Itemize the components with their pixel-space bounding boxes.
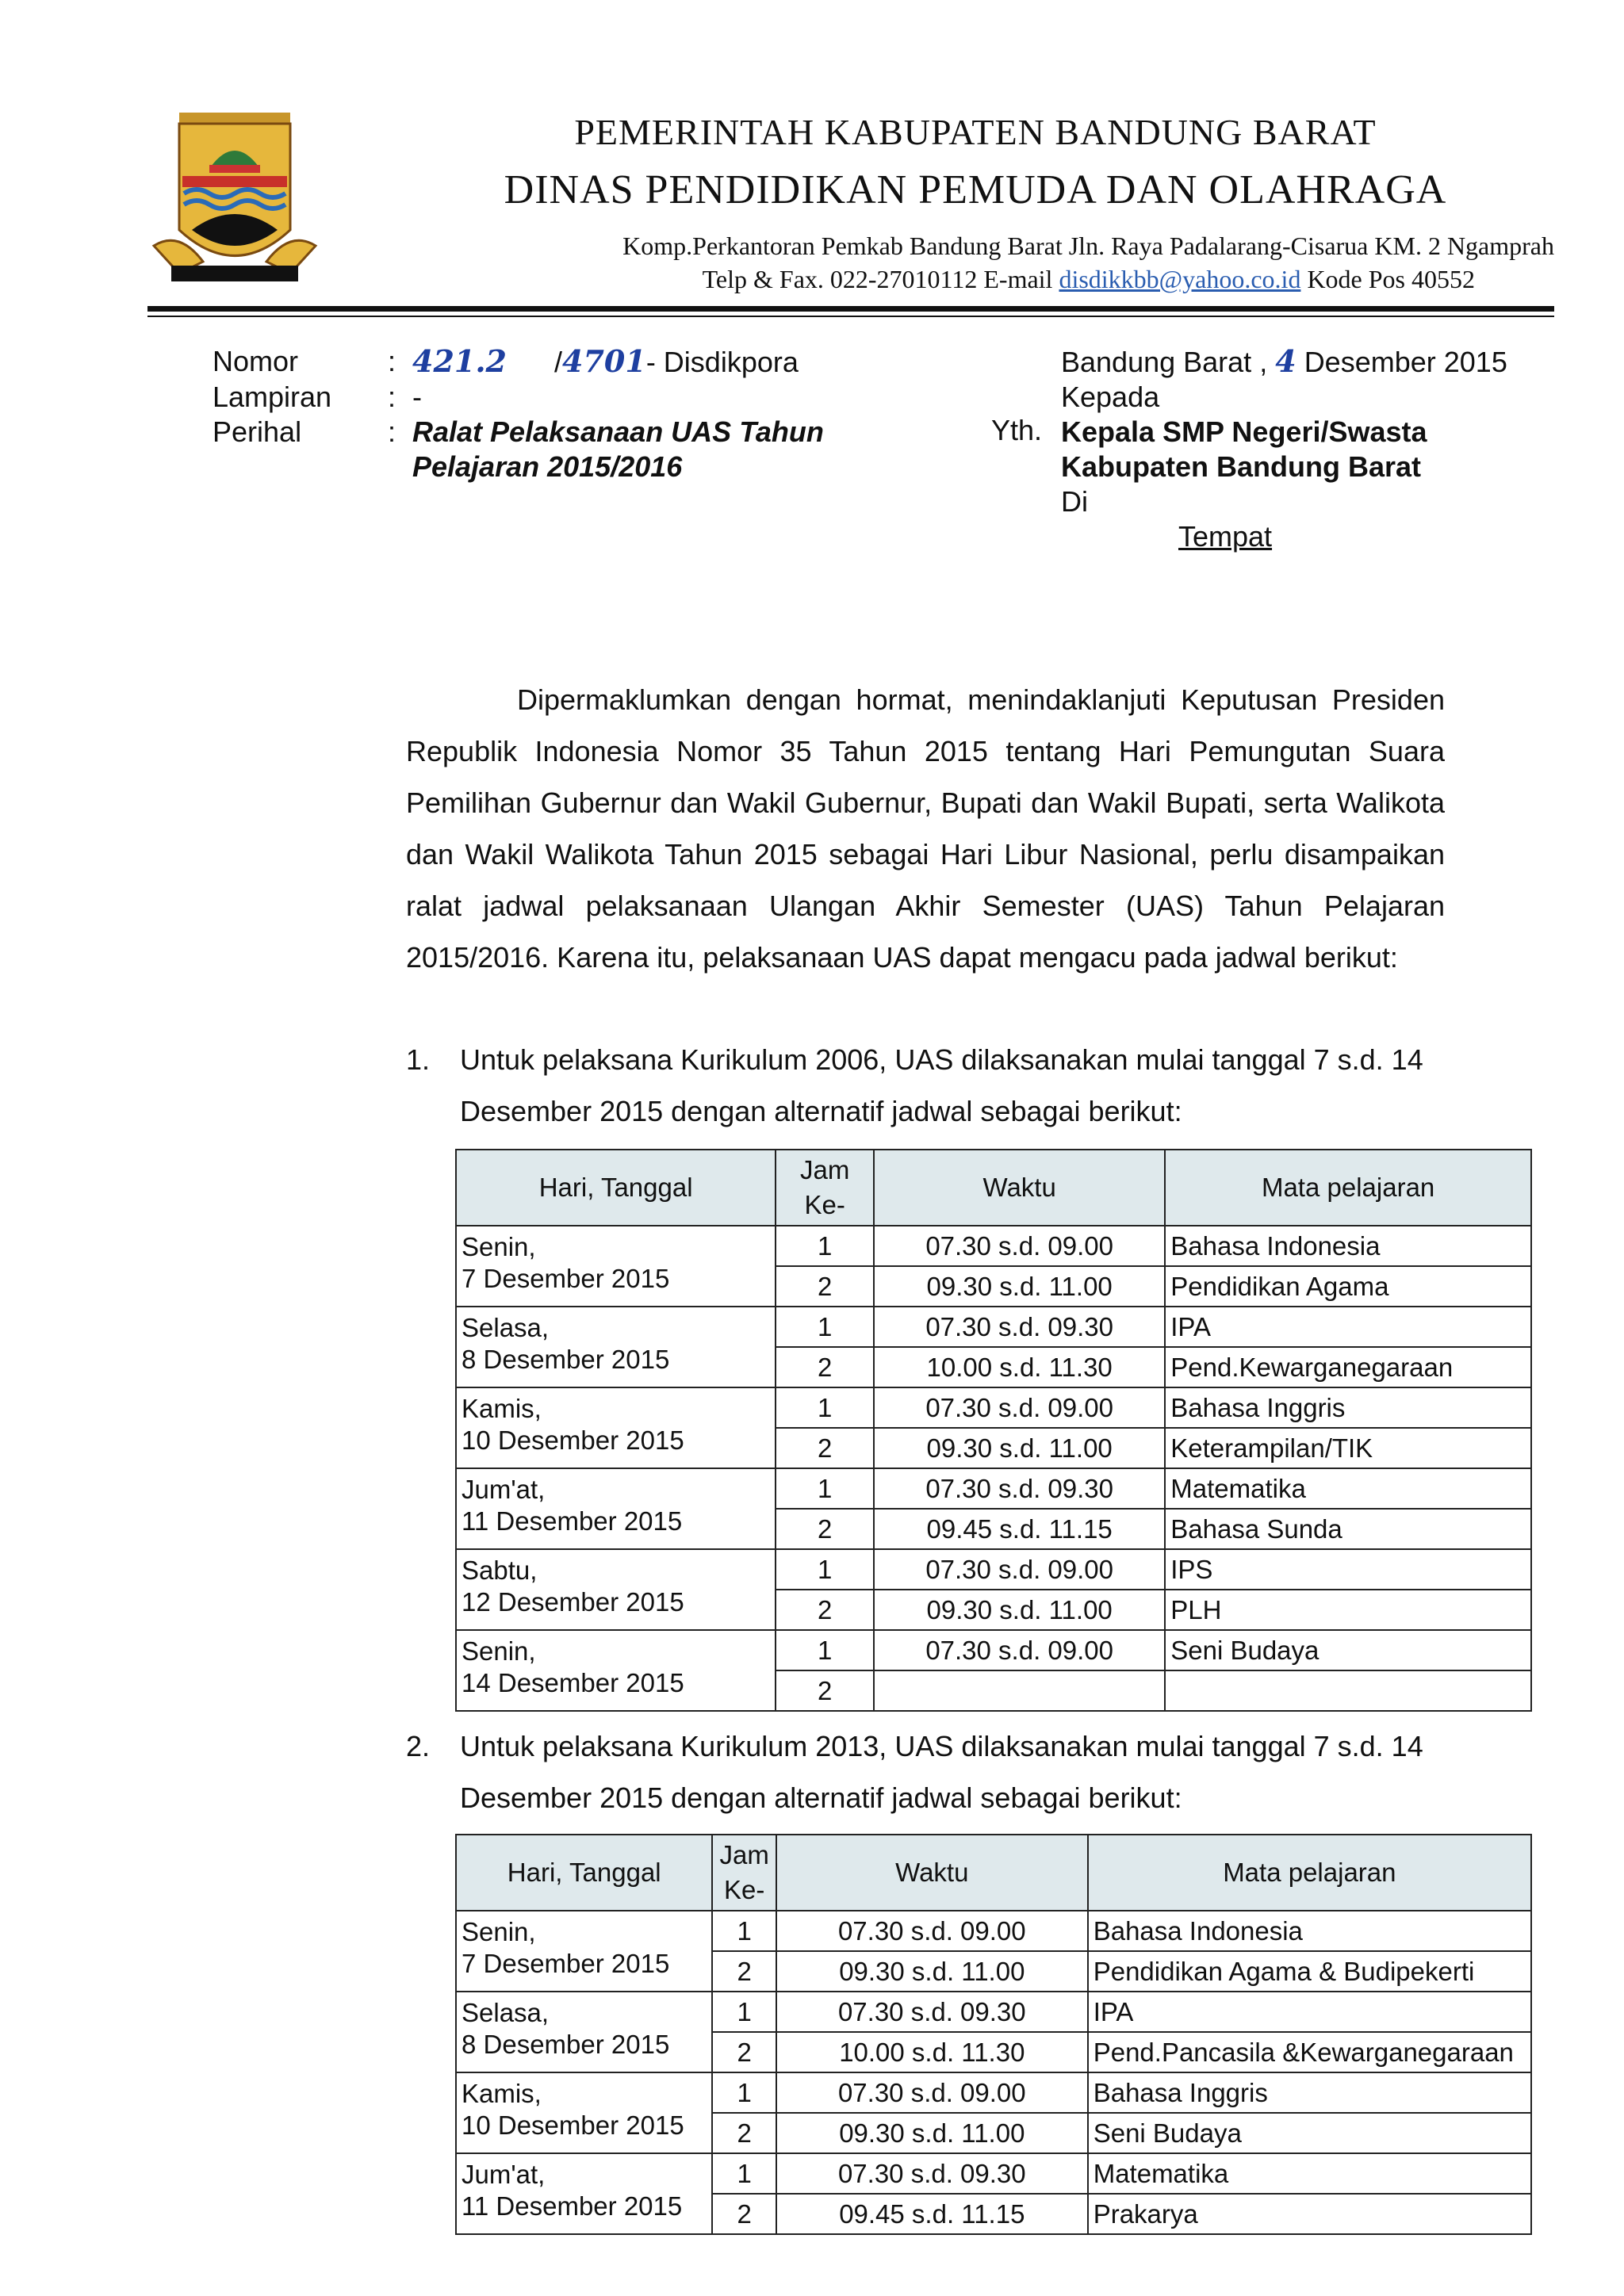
- cell-jam: 1: [776, 1549, 874, 1590]
- table-row: [456, 1992, 1531, 2032]
- cell-hari-tanggal: [456, 1226, 776, 1307]
- cell-hari-tanggal: [456, 1468, 776, 1549]
- lampiran-label: Lampiran: [213, 381, 332, 413]
- cell-jam: 2: [776, 1347, 874, 1387]
- cell-jam: 1: [712, 1992, 776, 2032]
- table-row: [456, 1911, 1531, 1951]
- cell-mapel: Seni Budaya: [1088, 2113, 1531, 2153]
- nomor-suffix: - Disdikpora: [645, 346, 799, 378]
- body-paragraph: [406, 674, 1445, 983]
- cell-day: Selasa,: [462, 1998, 550, 2027]
- recipient-line1: Kepala SMP Negeri/Swasta: [1061, 415, 1427, 448]
- table-header-row: [456, 1150, 1531, 1226]
- cell-mapel: Bahasa Indonesia: [1165, 1226, 1531, 1266]
- cell-date: 10 Desember 2015: [462, 1425, 684, 1455]
- agency-address: Komp.Perkantoran Pemkab Bandung Barat Jln. Raya Padalarang-Cisarua KM. 2 Ngamprah: [622, 232, 1554, 260]
- lampiran-value: -: [412, 381, 422, 413]
- cell-date: 8 Desember 2015: [462, 2030, 670, 2059]
- cell-jam: 2: [776, 1670, 874, 1711]
- yth-label: Yth.: [991, 414, 1043, 446]
- cell-waktu: 07.30 s.d. 09.30: [874, 1307, 1165, 1347]
- list-item-1: [406, 1034, 1445, 1137]
- cell-waktu: 07.30 s.d. 09.30: [776, 2153, 1088, 2194]
- cell-date: 8 Desember 2015: [462, 1345, 670, 1374]
- recipient-line2: Kabupaten Bandung Barat: [1061, 450, 1422, 483]
- di-label: Di: [1061, 485, 1088, 518]
- cell-day: Selasa,: [462, 1313, 550, 1342]
- date-suffix: Desember 2015: [1304, 346, 1507, 378]
- cell-mapel: Pendidikan Agama & Budipekerti: [1088, 1951, 1531, 1992]
- cell-mapel: Bahasa Indonesia: [1088, 1911, 1531, 1951]
- list-item-2: [406, 1720, 1445, 1823]
- col-header-mapel: Mata pelajaran: [1165, 1150, 1531, 1226]
- cell-mapel: Matematika: [1088, 2153, 1531, 2194]
- nomor-handwritten-2: 4701: [562, 343, 646, 379]
- table-row: [456, 1387, 1531, 1428]
- cell-day: Sabtu,: [462, 1556, 538, 1585]
- cell-mapel: Pend.Kewarganegaraan: [1165, 1347, 1531, 1387]
- cell-mapel: Pendidikan Agama: [1165, 1266, 1531, 1307]
- cell-mapel: Bahasa Inggris: [1088, 2072, 1531, 2113]
- nomor-row: [213, 344, 1005, 380]
- cell-hari-tanggal: [456, 2072, 712, 2153]
- table-row: [456, 1468, 1531, 1509]
- agency-name: DINAS PENDIDIKAN PEMUDA DAN OLAHRAGA: [504, 167, 1447, 212]
- cell-hari-tanggal: [456, 1387, 776, 1468]
- cell-mapel: Bahasa Inggris: [1165, 1387, 1531, 1428]
- cell-date: 12 Desember 2015: [462, 1587, 684, 1617]
- perihal-row: [213, 415, 1005, 484]
- recipient-block: [991, 344, 1562, 554]
- list-item-1-text: Untuk pelaksana Kurikulum 2006, UAS dilaksanakan mulai tanggal 7 s.d. 14 Desember 2015 dengan alternatif jadwal sebagai berikut:: [460, 1043, 1423, 1127]
- lampiran-row: [213, 380, 1005, 415]
- cell-mapel: Pend.Pancasila &Kewarganegaraan: [1088, 2032, 1531, 2072]
- cell-jam: 2: [712, 1951, 776, 1992]
- cell-day: Senin,: [462, 1917, 536, 1946]
- col-header-jam: Jam Ke-: [776, 1150, 874, 1226]
- cell-waktu: 10.00 s.d. 11.30: [874, 1347, 1165, 1387]
- cell-mapel: Keterampilan/TIK: [1165, 1428, 1531, 1468]
- tempat-label: Tempat: [1178, 520, 1273, 553]
- cell-date: 10 Desember 2015: [462, 2110, 684, 2140]
- kabupaten-bandung-barat-emblem-icon: [147, 111, 322, 301]
- cell-jam: 2: [776, 1266, 874, 1307]
- cell-waktu: 09.30 s.d. 11.00: [874, 1428, 1165, 1468]
- cell-waktu: 07.30 s.d. 09.30: [874, 1468, 1165, 1509]
- list-item-2-text: Untuk pelaksana Kurikulum 2013, UAS dilaksanakan mulai tanggal 7 s.d. 14 Desember 2015 dengan alternatif jadwal sebagai berikut:: [460, 1730, 1423, 1814]
- cell-waktu: 07.30 s.d. 09.00: [874, 1226, 1165, 1266]
- col-header-waktu: Waktu: [776, 1835, 1088, 1911]
- cell-jam: 2: [712, 2194, 776, 2234]
- cell-mapel: IPA: [1088, 1992, 1531, 2032]
- cell-jam: 2: [776, 1509, 874, 1549]
- cell-waktu: 07.30 s.d. 09.00: [776, 1911, 1088, 1951]
- cell-waktu: 07.30 s.d. 09.30: [776, 1992, 1088, 2032]
- cell-day: Kamis,: [462, 2079, 542, 2108]
- letter-meta: [213, 344, 1005, 484]
- cell-hari-tanggal: [456, 2153, 712, 2234]
- col-header-mapel: Mata pelajaran: [1088, 1835, 1531, 1911]
- table-row: [456, 1307, 1531, 1347]
- cell-waktu: 07.30 s.d. 09.00: [874, 1630, 1165, 1670]
- contact-postcode: Kode Pos 40552: [1300, 265, 1475, 293]
- cell-waktu: 09.45 s.d. 11.15: [776, 2194, 1088, 2234]
- table-body: [456, 1226, 1531, 1711]
- cell-jam: 1: [776, 1387, 874, 1428]
- table-row: [456, 1630, 1531, 1670]
- nomor-colon: :: [387, 345, 396, 377]
- cell-date: 11 Desember 2015: [462, 1506, 683, 1536]
- schedule-table-k2006: [455, 1149, 1532, 1712]
- nomor-handwritten-1: 421.2: [412, 343, 507, 379]
- cell-mapel: IPS: [1165, 1549, 1531, 1590]
- cell-day: Senin,: [462, 1232, 536, 1261]
- cell-date: 11 Desember 2015: [462, 2191, 683, 2221]
- col-header-hari: Hari, Tanggal: [456, 1835, 712, 1911]
- nomor-slash: /: [554, 346, 563, 378]
- cell-jam: 1: [776, 1307, 874, 1347]
- lampiran-colon: :: [387, 381, 396, 413]
- col-header-hari: Hari, Tanggal: [456, 1150, 776, 1226]
- table-row: [456, 2072, 1531, 2113]
- cell-jam: 2: [712, 2032, 776, 2072]
- cell-day: Senin,: [462, 1636, 536, 1666]
- body-paragraph-text: Dipermaklumkan dengan hormat, menindaklanjuti Keputusan Presiden Republik Indonesia Nomor 35 Tahun 2015 tentang Hari Pemungutan Suara Pemilihan Gubernur dan Wakil Gubernur, Bupati dan Wakil Bupati, serta Walikota dan Wakil Walikota Tahun 2015 sebagai Hari Libur Nasional, perlu disampaikan ralat jadwal pelaksanaan Ulangan Akhir Semester (UAS) Tahun Pelajaran 2015/2016. Karena itu, pelaksanaan UAS dapat mengacu pada jadwal berikut:: [406, 683, 1445, 974]
- cell-date: 14 Desember 2015: [462, 1668, 684, 1697]
- perihal-line1: Ralat Pelaksanaan UAS Tahun: [412, 415, 824, 448]
- cell-waktu: 07.30 s.d. 09.00: [874, 1549, 1165, 1590]
- perihal-value: [412, 415, 1005, 484]
- cell-mapel: Prakarya: [1088, 2194, 1531, 2234]
- letter-date: [991, 344, 1562, 380]
- cell-jam: 1: [776, 1630, 874, 1670]
- table-row: [456, 2153, 1531, 2194]
- cell-jam: 1: [712, 2072, 776, 2113]
- cell-jam: 1: [712, 1911, 776, 1951]
- cell-waktu: 07.30 s.d. 09.00: [874, 1387, 1165, 1428]
- cell-waktu: 09.30 s.d. 11.00: [874, 1266, 1165, 1307]
- schedule-table-k2013: [455, 1834, 1532, 2235]
- perihal-label: Perihal: [213, 415, 302, 448]
- letterhead-divider-thick: [147, 306, 1554, 312]
- cell-hari-tanggal: [456, 1911, 712, 1992]
- cell-mapel: IPA: [1165, 1307, 1531, 1347]
- date-prefix: Bandung Barat ,: [1061, 346, 1268, 378]
- kepada-label: Kepada: [1061, 381, 1160, 413]
- cell-waktu: 09.30 s.d. 11.00: [776, 2113, 1088, 2153]
- letterhead-divider-thin: [147, 316, 1554, 317]
- cell-waktu: [874, 1670, 1165, 1711]
- perihal-colon: :: [387, 415, 396, 448]
- cell-waktu: 10.00 s.d. 11.30: [776, 2032, 1088, 2072]
- cell-waktu: 09.45 s.d. 11.15: [874, 1509, 1165, 1549]
- cell-day: Kamis,: [462, 1394, 542, 1423]
- cell-mapel: Bahasa Sunda: [1165, 1509, 1531, 1549]
- cell-day: Jum'at,: [462, 1475, 546, 1504]
- agency-contact: [317, 265, 1475, 294]
- table-row: [456, 1226, 1531, 1266]
- cell-jam: 1: [776, 1226, 874, 1266]
- cell-jam: 1: [712, 2153, 776, 2194]
- contact-email-link[interactable]: disdikkbb@yahoo.co.id: [1059, 265, 1301, 293]
- cell-date: 7 Desember 2015: [462, 1949, 670, 1978]
- list-item-2-number: 2.: [406, 1730, 431, 1762]
- nomor-label: Nomor: [213, 345, 299, 377]
- cell-waktu: 09.30 s.d. 11.00: [776, 1951, 1088, 1992]
- contact-phone: Telp & Fax. 022-27010112 E-mail: [702, 265, 1059, 293]
- cell-jam: 2: [712, 2113, 776, 2153]
- cell-mapel: PLH: [1165, 1590, 1531, 1630]
- table-body: [456, 1911, 1531, 2234]
- cell-hari-tanggal: [456, 1630, 776, 1711]
- cell-day: Jum'at,: [462, 2160, 546, 2189]
- cell-hari-tanggal: [456, 1992, 712, 2072]
- cell-date: 7 Desember 2015: [462, 1264, 670, 1293]
- perihal-line2: Pelajaran 2015/2016: [412, 450, 683, 483]
- cell-jam: 1: [776, 1468, 874, 1509]
- list-item-1-number: 1.: [406, 1043, 431, 1076]
- date-handwritten-day: 4: [1275, 343, 1297, 379]
- cell-hari-tanggal: [456, 1549, 776, 1630]
- table-row: [456, 1549, 1531, 1590]
- government-name: PEMERINTAH KABUPATEN BANDUNG BARAT: [574, 112, 1377, 152]
- cell-jam: 2: [776, 1590, 874, 1630]
- col-header-waktu: Waktu: [874, 1150, 1165, 1226]
- cell-waktu: 09.30 s.d. 11.00: [874, 1590, 1165, 1630]
- cell-mapel: Seni Budaya: [1165, 1630, 1531, 1670]
- cell-waktu: 07.30 s.d. 09.00: [776, 2072, 1088, 2113]
- cell-hari-tanggal: [456, 1307, 776, 1387]
- col-header-jam: Jam Ke-: [712, 1835, 776, 1911]
- cell-mapel: [1165, 1670, 1531, 1711]
- cell-jam: 2: [776, 1428, 874, 1468]
- cell-mapel: Matematika: [1165, 1468, 1531, 1509]
- table-header-row: [456, 1835, 1531, 1911]
- nomor-value: [412, 344, 1005, 380]
